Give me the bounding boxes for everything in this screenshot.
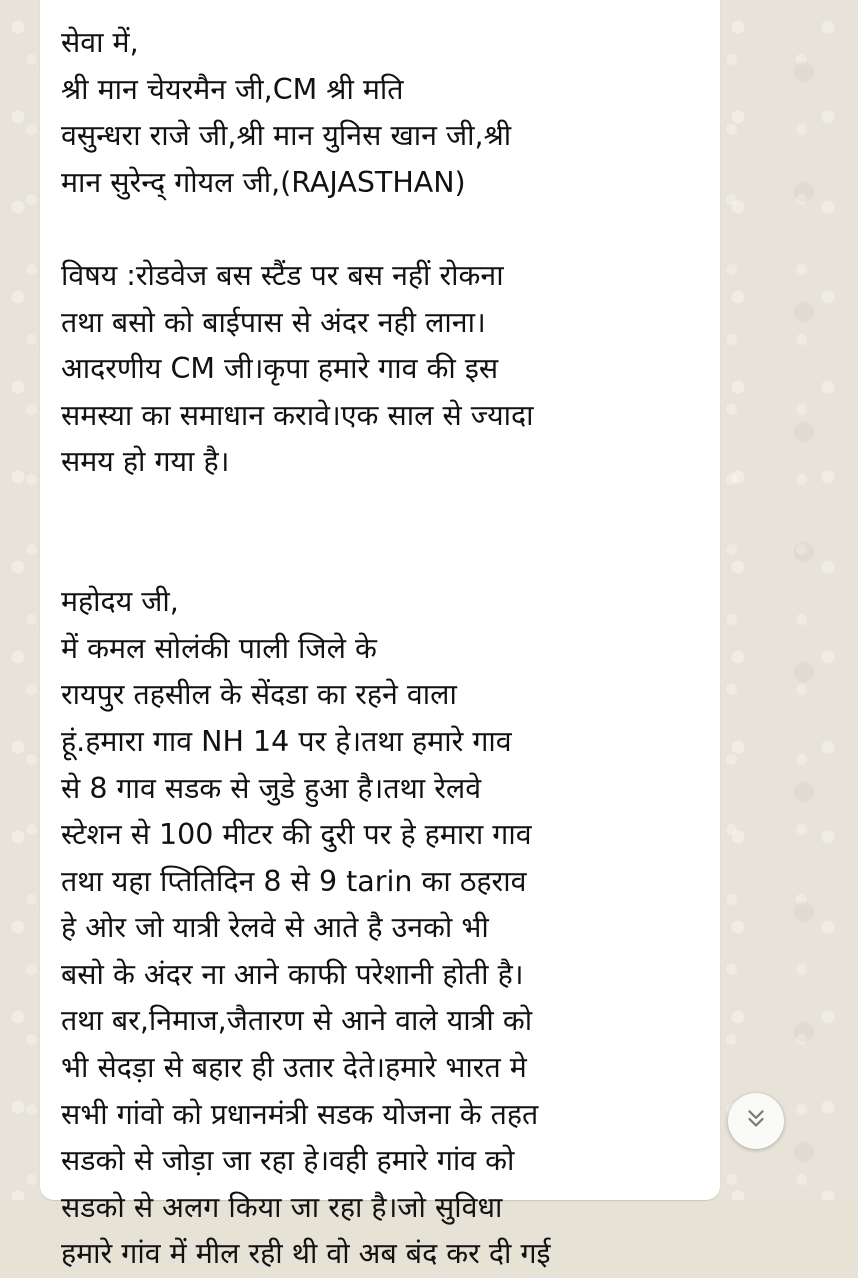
message-text: सेवा में, श्री मान चेयरमैन जी,CM श्री मति वसुन्धरा राजे जी,श्री मान युनिस खान जी,श्री मान सुरेन्द् गोयल जी,(RAJASTHAN) विषय :रोडवेज बस स्टैंड पर बस नहीं रोकना तथा बसो को बाईपास से अंदर नही लाना। आदरणीय CM जी।कृपा हमारे गाव की इस समस्या का समाधान करावे।एक साल से ज्यादा समय हो गया है। महोदय जी, में कमल सोलंकी पाली जिले के रायपुर तहसील के सेंदडा का रहने वाला हूं.हमारा गाव NH 14 पर हे।तथा हमारे गाव से 8 गाव सडक से जुडे हुआ है।तथा रेलवे स्टेशन से 100 मीटर की दुरी पर हे हमारा गाव तथा यहा प्तितिदिन 8 से 9 tarin का ठहराव हे ओर जो यात्री रेलवे से आते है उनको भी बसो के अंदर ना आने काफी परेशानी होती है। तथा बर,निमाज,जैतारण से आने वाले यात्री को भी सेदड़ा से बहार ही उतार देते।हमारे भारत मे सभी गांवो को प्रधानमंत्री सडक योजना के तहत सडको से जोड़ा जा रहा हे।वही हमारे गांव को सडको से अलग किया जा रहा है।जो सुविधा हमारे गांव में मील रही थी वो अब बंद कर दी गई [61,26,551,1271]
message-bubble[interactable] [40,0,720,1271]
double-chevron-down-icon [743,1106,769,1136]
scroll-to-bottom-button[interactable] [728,1093,784,1149]
